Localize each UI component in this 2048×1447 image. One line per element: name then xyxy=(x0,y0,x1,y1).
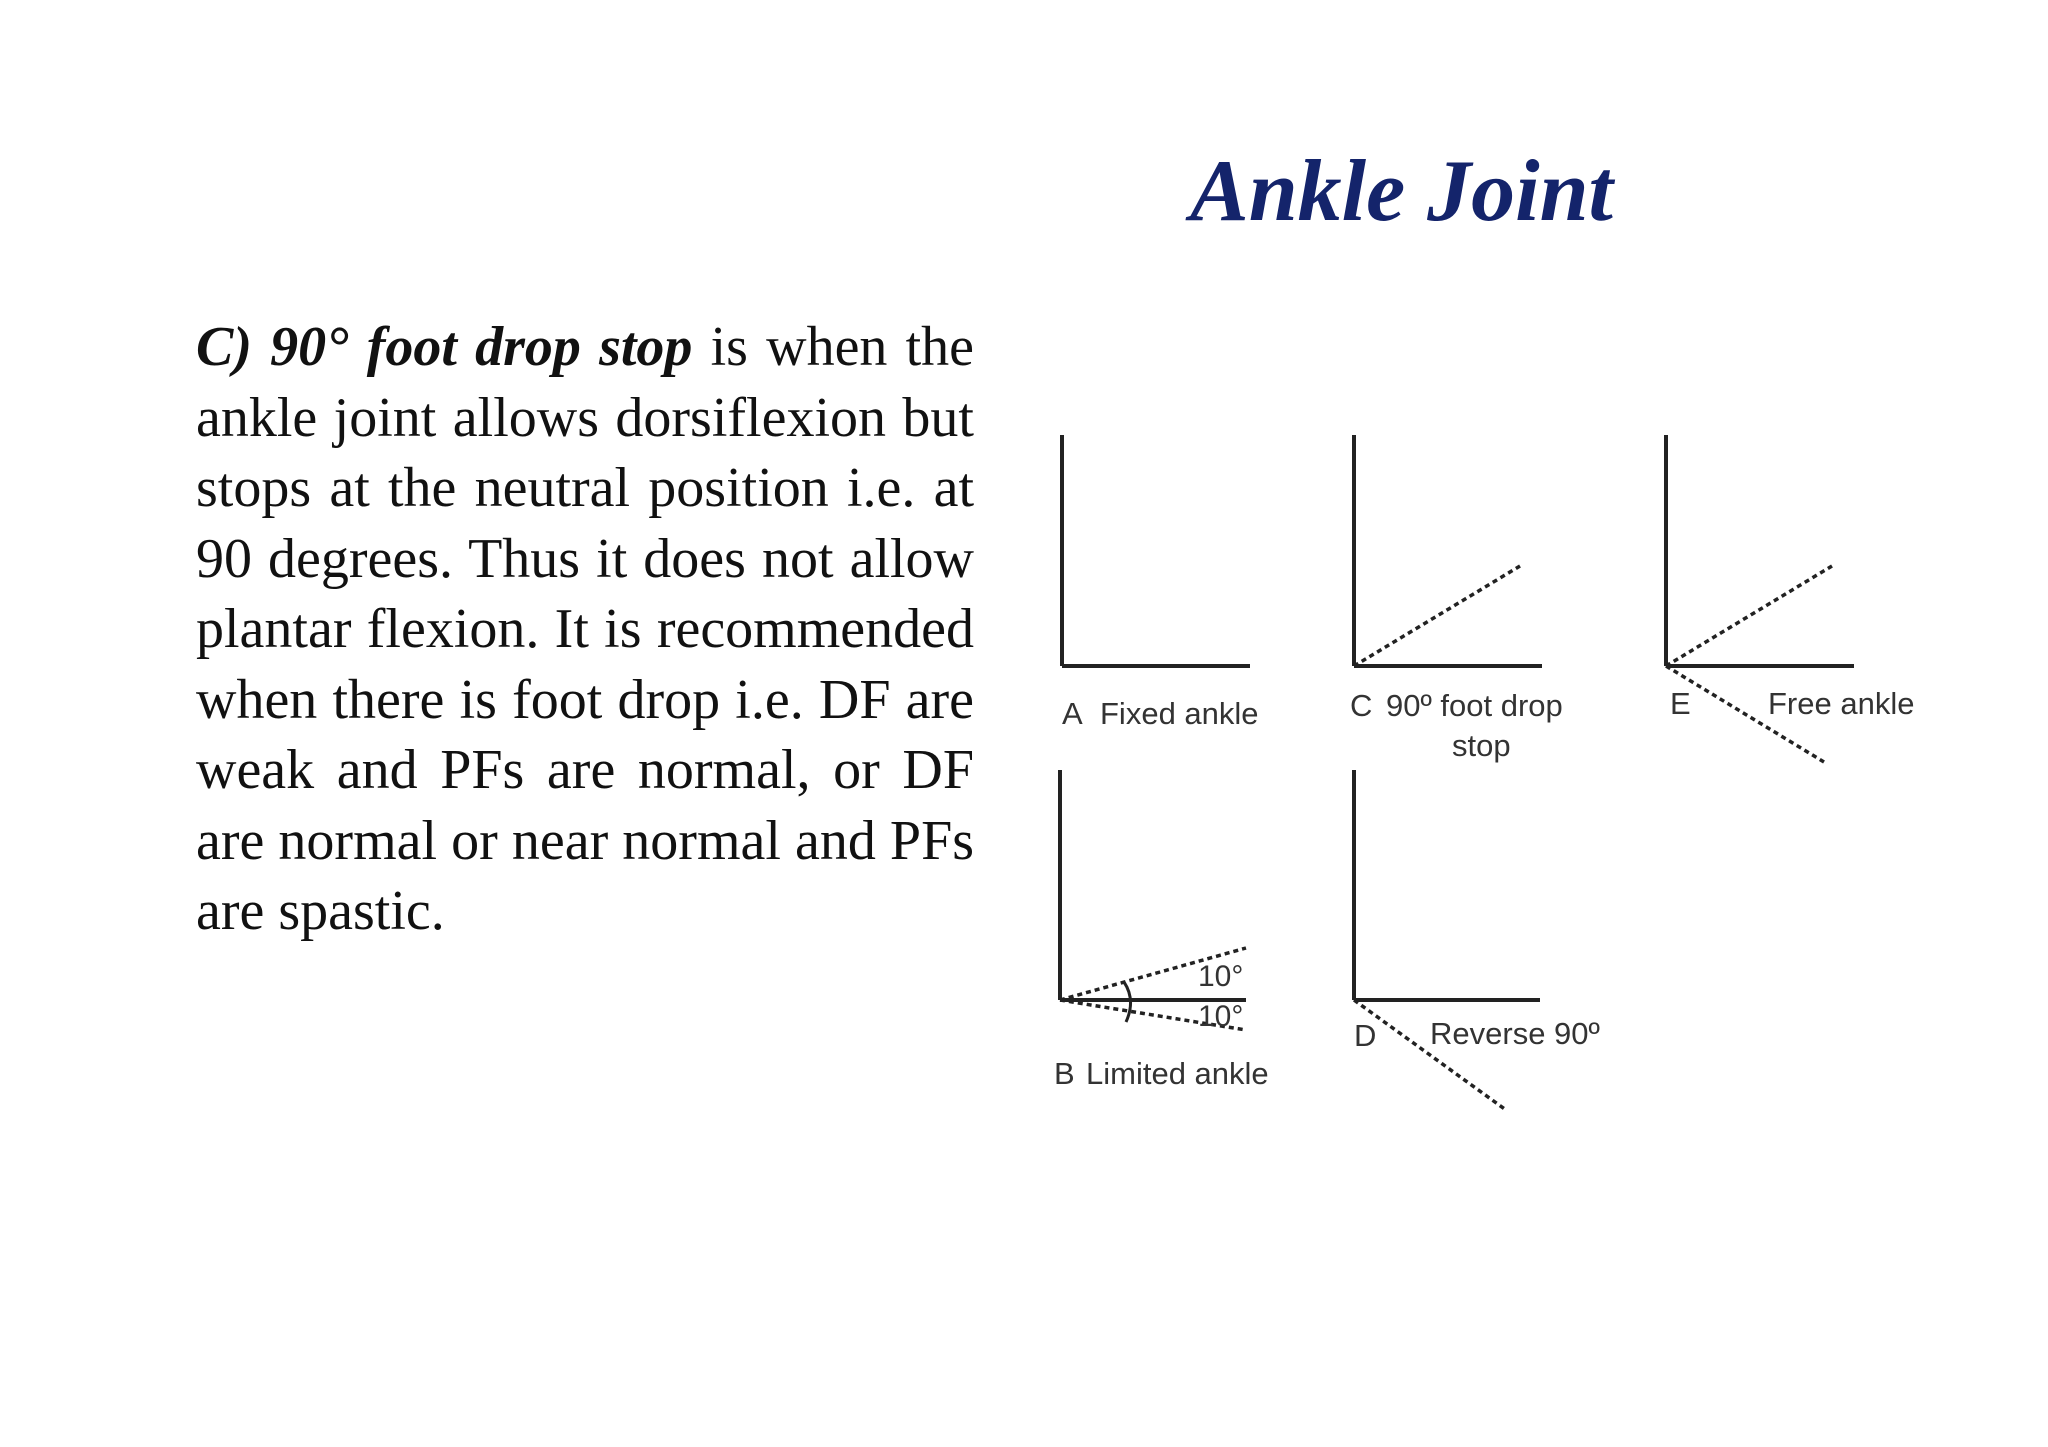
panel-e-label: Free ankle xyxy=(1768,686,1915,721)
ankle-joint-diagram xyxy=(1020,420,1940,1120)
panel-b-limited-ankle xyxy=(1054,770,1269,1091)
panel-e-free-ankle xyxy=(1666,435,1914,762)
panel-c-dorsiflexion-dashed-line xyxy=(1354,566,1520,666)
panel-a-letter: A xyxy=(1062,696,1083,731)
ankle-joint-diagram-svg xyxy=(1020,420,1940,1120)
panel-e-letter: E xyxy=(1670,686,1691,721)
panel-b-angle-down: 10° xyxy=(1198,1000,1244,1033)
panel-c-letter: C xyxy=(1350,688,1373,723)
panel-d-letter: D xyxy=(1354,1018,1377,1053)
panel-e-dorsiflexion-dashed-line xyxy=(1666,566,1832,666)
body-paragraph xyxy=(196,312,974,947)
panel-c-foot-drop-stop xyxy=(1350,435,1563,763)
panel-c-label-line2: stop xyxy=(1452,728,1511,763)
panel-b-label: Limited ankle xyxy=(1086,1056,1269,1091)
panel-d-reverse-90 xyxy=(1354,770,1600,1110)
panel-c-label-line1: 90º foot drop xyxy=(1386,688,1563,723)
slide-title: Ankle Joint xyxy=(1190,143,1613,240)
panel-b-angle-up: 10° xyxy=(1198,960,1244,993)
body-text: is when the ankle joint allows dorsiflexion but stops at the neutral position i.e. at 90 degrees. Thus it does not allow plantar flexion. It is recommended when there is foot drop i.e. DF are weak and PFs are normal, or DF are normal or near normal and PFs are spastic. xyxy=(196,316,975,942)
panel-a-label: Fixed ankle xyxy=(1100,696,1259,731)
panel-d-label: Reverse 90º xyxy=(1430,1016,1600,1051)
panel-b-letter: B xyxy=(1054,1056,1075,1091)
body-lead: C) 90° foot drop stop xyxy=(196,316,693,378)
panel-a-fixed-ankle xyxy=(1062,435,1259,731)
